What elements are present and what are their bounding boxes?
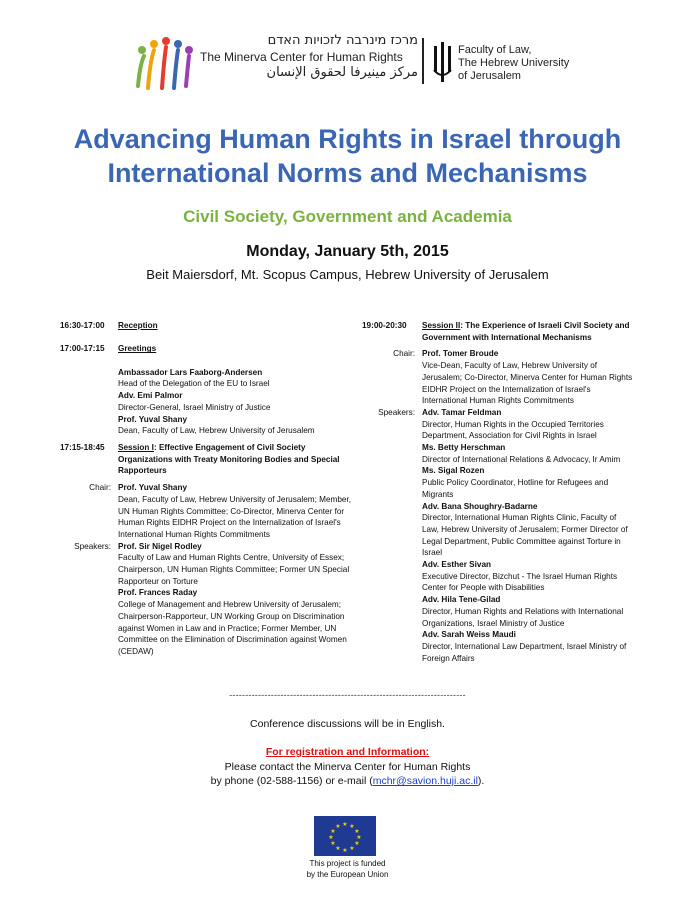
- minerva-english-name: The Minerva Center for Human Rights: [200, 50, 403, 64]
- contact-email-link[interactable]: mchr@savion.huji.ac.il: [372, 775, 478, 787]
- session-1-speakers: [60, 541, 360, 658]
- svg-text:★: ★: [342, 847, 348, 854]
- greeter-2-name: Adv. Emi Palmor: [118, 391, 183, 401]
- greeter-1-name: Ambassador Lars Faaborg-Andersen: [118, 367, 263, 377]
- session-2-speaker-7-name: Adv. Sarah Weiss Maudi: [422, 630, 516, 640]
- session-2-speaker-5-name: Adv. Esther Sivan: [422, 560, 492, 570]
- session-2-speaker-2-desc: Director of International Relations & Advocacy, Ir Amim: [422, 454, 621, 464]
- program-left-column: [60, 320, 360, 658]
- session-2-time: 19:00-20:30: [362, 321, 407, 330]
- session-1-chair: [60, 482, 360, 541]
- session-2-speaker-1-desc: Director, Human Rights in the Occupied Territories Department, Association for Civil Rights in Israel: [422, 419, 604, 441]
- header-divider: [422, 38, 424, 84]
- minerva-hebrew-name: מרכז מינרבה לזכויות האדם: [267, 33, 418, 48]
- session-2-label: Session II: [422, 321, 461, 330]
- law-line-1: Faculty of Law,: [458, 44, 532, 56]
- svg-text:★: ★: [349, 823, 355, 830]
- session-2-speaker-2-name: Ms. Betty Herschman: [422, 443, 506, 453]
- session-1-chair-role: Chair:: [89, 483, 111, 493]
- svg-text:★: ★: [330, 828, 336, 835]
- contact-phone-text: by phone (02-588-1156) or e-mail (: [210, 775, 373, 787]
- title-line-2: International Norms and Mechanisms: [107, 158, 588, 188]
- session-2-speaker-3-desc: Public Policy Coordinator, Hotline for Refugees and Migrants: [422, 478, 609, 499]
- session-2-chair-name: Prof. Tomer Broude: [422, 349, 499, 359]
- session-2-chair-desc: Vice-Dean, Faculty of Law, Hebrew University of Jerusalem; Co-Director, Minerva Center for Human Rights EIDHR Project on the Internalization of Israel's International Human Rights Commitments: [422, 361, 633, 406]
- session-1-speaker-1-desc: Faculty of Law and Human Rights Centre, University of Essex; Chairperson, UN Human Rights Committee; Former UN Special Rapporteur on Torture: [118, 553, 350, 586]
- svg-text:★: ★: [354, 840, 360, 847]
- session-1-row: [60, 442, 360, 477]
- law-line-3: of Jerusalem: [458, 70, 521, 82]
- session-2-chair: [362, 348, 634, 407]
- title-line-1: Advancing Human Rights in Israel through: [73, 124, 622, 154]
- funding-note: [0, 858, 695, 880]
- reception-time: 16:30-17:00: [60, 321, 105, 330]
- faculty-of-law-name: [458, 44, 569, 83]
- session-2-speakers-role: Speakers:: [378, 407, 415, 417]
- program-right-column: [362, 320, 634, 664]
- session-1-speaker-1-name: Prof. Sir Nigel Rodley: [118, 541, 202, 551]
- page-subtitle: Civil Society, Government and Academia: [183, 207, 512, 226]
- page-title: [0, 122, 695, 190]
- greetings-label: Greetings: [118, 344, 157, 354]
- contact-line-end: ).: [477, 775, 485, 787]
- greetings-time: 17:00-17:15: [60, 344, 105, 354]
- session-1-speaker-2-name: Prof. Frances Raday: [118, 588, 198, 598]
- session-2-speaker-5-desc: Executive Director, Bizchut - The Israel Human Rights Center for People with Disabilities: [422, 571, 618, 593]
- session-1-label: Session I: [118, 443, 154, 452]
- greetings-row: [60, 343, 360, 355]
- greeter-2-desc: Director-General, Israel Ministry of Justice: [118, 402, 271, 412]
- session-2-speaker-7-desc: Director, International Law Department, Israel Ministry of Foreign Affairs: [422, 641, 627, 663]
- registration-heading: For registration and Information:: [265, 746, 430, 758]
- svg-text:★: ★: [335, 823, 341, 830]
- contact-line-1: Please contact the Minerva Center for Human Rights: [224, 761, 471, 773]
- svg-text:★: ★: [328, 834, 334, 841]
- svg-text:★: ★: [349, 845, 355, 852]
- contact-info: [0, 760, 695, 788]
- event-date: Monday, January 5th, 2015: [246, 243, 449, 260]
- session-2-row: [362, 320, 634, 343]
- svg-text:★: ★: [335, 845, 341, 852]
- contact-line-2: [0, 774, 695, 788]
- session-1-speaker-2-desc: College of Management and Hebrew University of Jerusalem; Chairperson-Rapporteur, UN Working Group on Discrimination against Women in Law and in Practice; Former Member, UN Committee on the Elimination of Discrimination against Women (CEDAW): [118, 600, 347, 656]
- svg-text:★: ★: [342, 821, 348, 828]
- separator-line: --------------------------------------------------------------------------: [229, 690, 466, 700]
- minerva-center-name: [200, 33, 418, 81]
- session-1-chair-desc: Dean, Faculty of Law, Hebrew University of Jerusalem; Member, UN Human Rights Committee; Co-Director, Minerva Center for Human Rights EIDHR Project on the Internalization of Israel's International Human Rights Commitments: [118, 494, 351, 539]
- language-note: Conference discussions will be in English.: [250, 718, 445, 730]
- svg-text:★: ★: [354, 828, 360, 835]
- session-2-speaker-1-name: Adv. Tamar Feldman: [422, 407, 502, 417]
- session-2-speaker-3-name: Ms. Sigal Rozen: [422, 466, 485, 476]
- svg-text:★: ★: [356, 834, 362, 841]
- reception-label: Reception: [118, 321, 158, 330]
- law-line-2: The Hebrew University: [458, 57, 570, 69]
- funding-line-1: This project is funded: [309, 859, 386, 868]
- session-2-speaker-6-desc: Director, Human Rights and Relations with International Organizations, Israel Ministry of Justice: [422, 606, 624, 628]
- minerva-logo-icon: [134, 36, 196, 90]
- session-1-speakers-role: Speakers:: [74, 541, 111, 551]
- svg-text:★: ★: [330, 840, 336, 847]
- session-2-speakers: [362, 407, 634, 664]
- greeter-3-desc: Dean, Faculty of Law, Hebrew University of Jerusalem: [118, 426, 315, 436]
- greeter-1-desc: Head of the Delegation of the EU to Israel: [118, 379, 270, 389]
- session-1-title: : Effective Engagement of Civil Society Organizations with Treaty Monitoring Bodies and Special Rapporteurs: [118, 443, 340, 476]
- greeter-1: [60, 367, 360, 437]
- session-2-title: : The Experience of Israeli Civil Society and Government with International Mechanisms: [422, 321, 630, 342]
- event-venue: Beit Maiersdorf, Mt. Scopus Campus, Hebrew University of Jerusalem: [146, 267, 549, 282]
- greeter-3-name: Prof. Yuval Shany: [118, 414, 188, 424]
- session-2-speaker-6-name: Adv. Hila Tene-Gilad: [422, 595, 501, 605]
- eu-flag-icon: [314, 816, 376, 856]
- minerva-arabic-name: مركز مينيرفا لحقوق الإنسان: [266, 65, 418, 80]
- session-1-chair-name: Prof. Yuval Shany: [118, 483, 188, 493]
- hebrew-university-logo-icon: [432, 40, 454, 84]
- reception-row: [60, 320, 360, 332]
- session-1-time: 17:15-18:45: [60, 443, 105, 452]
- session-2-speaker-4-desc: Director, International Human Rights Clinic, Faculty of Law, Hebrew University of Jerusalem; Former Director of Legal Department, Public Committee against Torture in Israel: [422, 513, 628, 558]
- session-2-chair-role: Chair:: [393, 349, 415, 359]
- session-2-speaker-4-name: Adv. Bana Shoughry-Badarne: [422, 501, 538, 511]
- funding-line-2: by the European Union: [306, 870, 389, 879]
